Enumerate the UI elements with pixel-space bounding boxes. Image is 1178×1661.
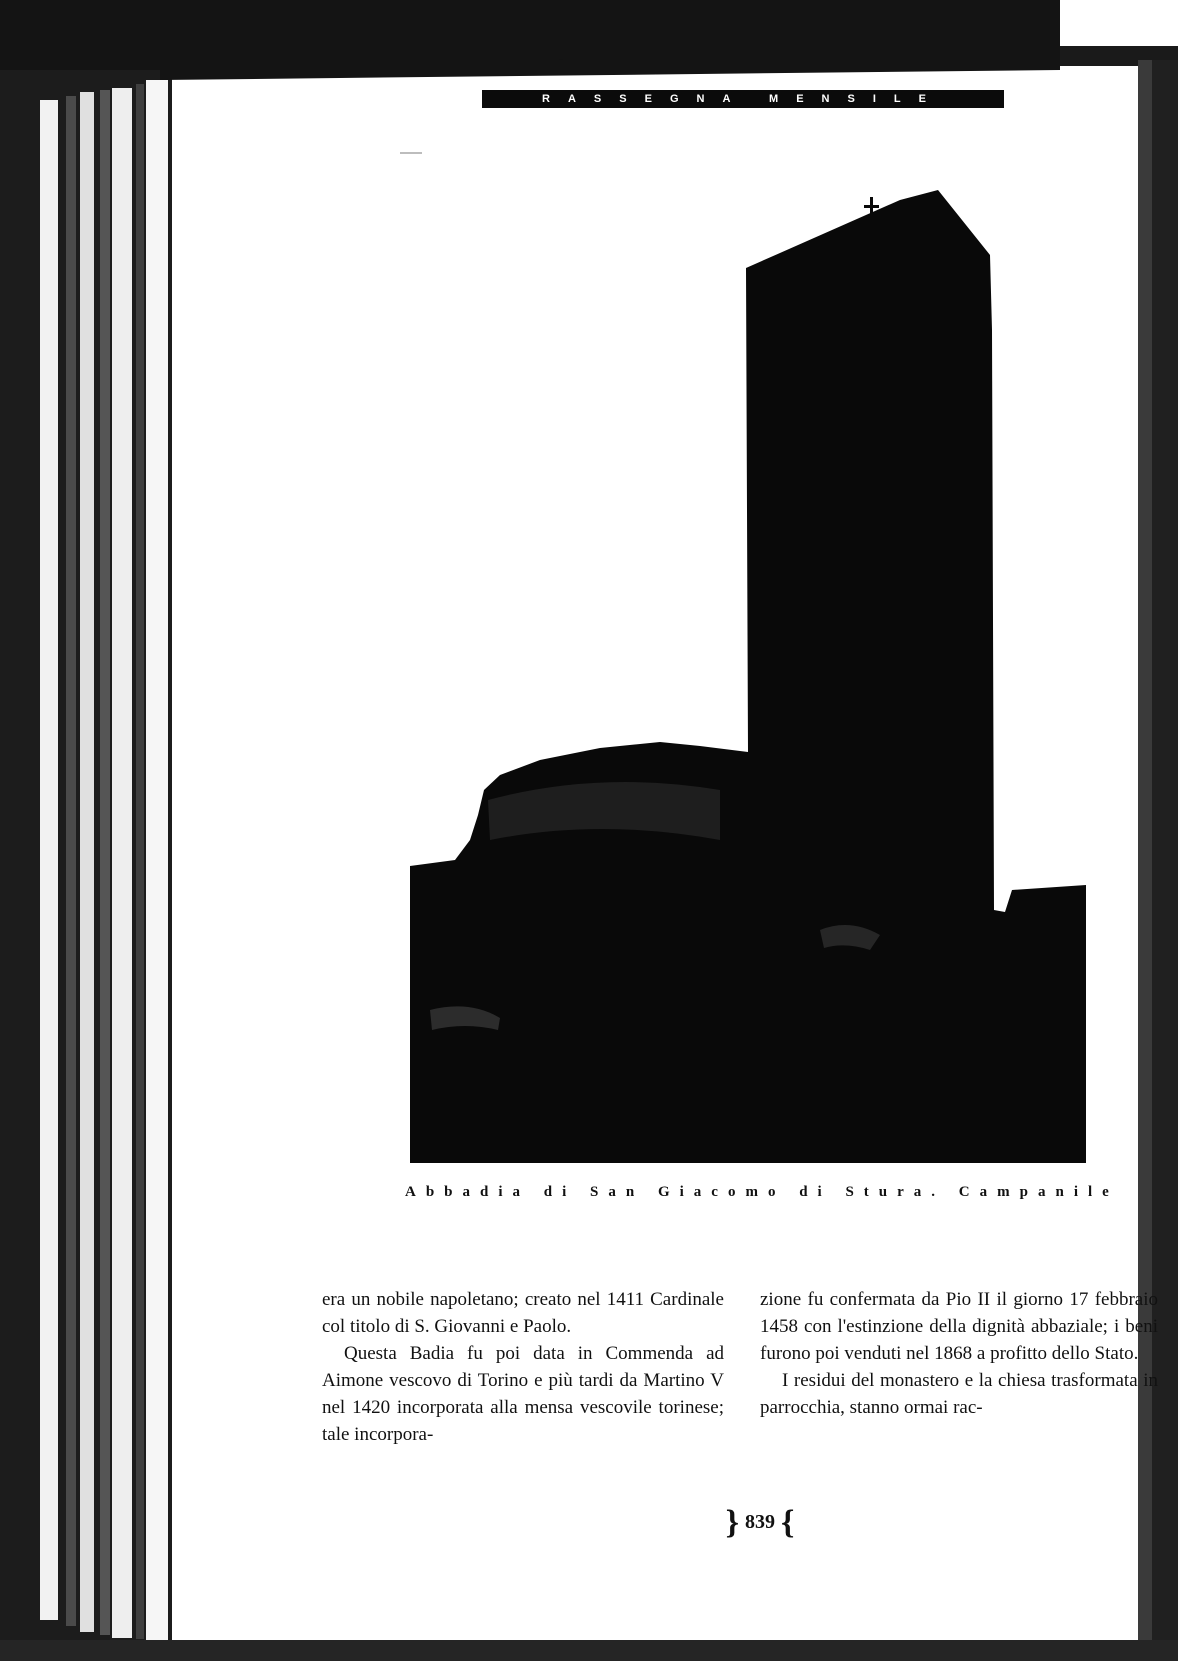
running-title: RASSEGNA MENSILE — [542, 93, 944, 105]
page-number: 839 — [745, 1511, 775, 1533]
text-column-right — [760, 1286, 1158, 1421]
paragraph: era un nobile napoletano; creato nel 1411 Cardinale col titolo di S. Giovanni e Paolo. — [322, 1289, 724, 1337]
ornament-left-icon: } — [725, 1504, 739, 1541]
ornament-right-icon: { — [781, 1504, 795, 1541]
paragraph: zione fu confermata da Pio II il giorno 17 febbraio 1458 con l'estinzione della dignità abbaziale; i beni furono poi venduti nel 1868 a profitto dello Stato. — [760, 1289, 1158, 1364]
page-number-block — [700, 1504, 820, 1542]
running-header — [482, 90, 1004, 108]
paragraph: I residui del monastero e la chiesa trasformata in parrocchia, stanno ormai rac- — [760, 1370, 1158, 1418]
text-column-left — [322, 1286, 724, 1448]
photo-caption: Abbadia di San Giacomo di Stura. Campanile — [405, 1184, 1119, 1200]
paragraph: Questa Badia fu poi data in Commenda ad Aimone vescovo di Torino e più tardi da Martino V nel 1420 incorporata alla mensa vescovile torinese; tale incorpora- — [322, 1343, 724, 1445]
